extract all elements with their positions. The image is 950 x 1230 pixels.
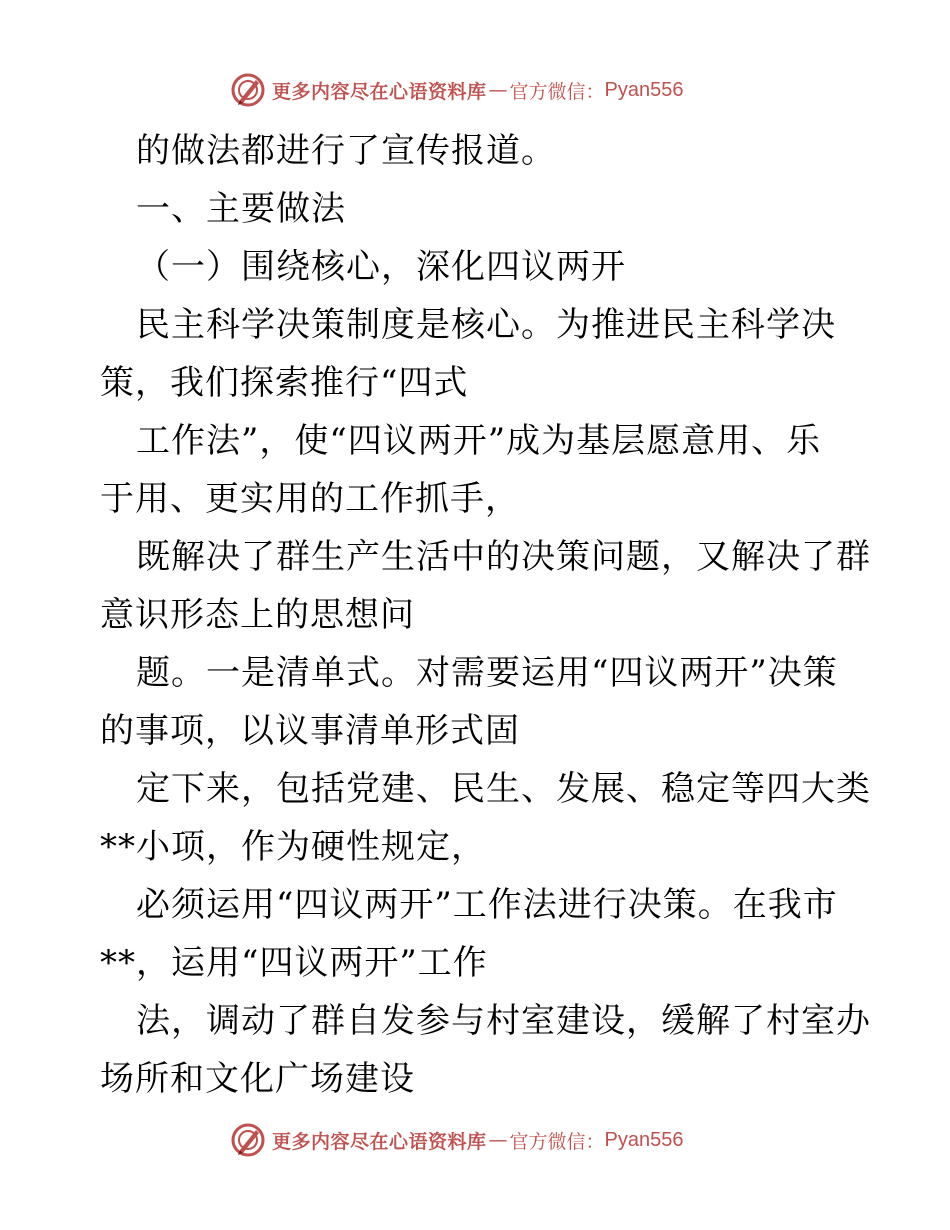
body-line: 工作法”，使“四议两开”成为基层愿意用、乐 <box>136 421 822 461</box>
banner-handle: Pyan556 <box>604 78 684 101</box>
body-line: 题。一是清单式。对需要运用“四议两开”决策 <box>136 653 838 693</box>
body-line: 既解决了群生产生活中的决策问题，又解决了群 <box>136 537 871 577</box>
pen-logo-icon <box>230 72 266 108</box>
body-line: 民主科学决策制度是核心。为推进民主科学决 <box>136 305 836 345</box>
banner-title: 更多内容尽在心语资料库 <box>272 80 487 103</box>
body-line: 的事项，以议事清单形式固 <box>100 711 520 751</box>
section-heading: 一、主要做法 <box>136 189 346 229</box>
footer-banner <box>230 1120 684 1160</box>
body-line: 必须运用“四议两开”工作法进行决策。在我市 <box>136 885 838 925</box>
banner-dash: — <box>488 79 508 101</box>
body-line: 的做法都进行了宣传报道。 <box>136 131 556 171</box>
document-body <box>100 122 871 1108</box>
body-line: 策，我们探索推行“四式 <box>100 363 469 403</box>
body-line: 定下来，包括党建、民生、发展、稳定等四大类 <box>136 769 871 809</box>
body-line: **，运用“四议两开”工作 <box>100 943 488 983</box>
banner-title: 更多内容尽在心语资料库 <box>272 1130 487 1153</box>
body-line: 场所和文化广场建设 <box>100 1059 415 1099</box>
banner-handle: Pyan556 <box>604 1128 684 1151</box>
body-line: 意识形态上的思想问 <box>100 595 415 635</box>
banner-subtitle: 官方微信： <box>509 1130 605 1153</box>
pen-logo-icon <box>230 1122 266 1158</box>
banner-dash: — <box>488 1129 508 1151</box>
banner-subtitle: 官方微信： <box>509 80 605 103</box>
header-banner <box>230 70 684 110</box>
body-line: **小项，作为硬性规定， <box>100 827 486 867</box>
body-line: 于用、更实用的工作抓手， <box>100 479 520 519</box>
body-line: 法，调动了群自发参与村室建设，缓解了村室办 <box>136 1001 871 1041</box>
subsection-heading: （一）围绕核心，深化四议两开 <box>136 247 626 287</box>
